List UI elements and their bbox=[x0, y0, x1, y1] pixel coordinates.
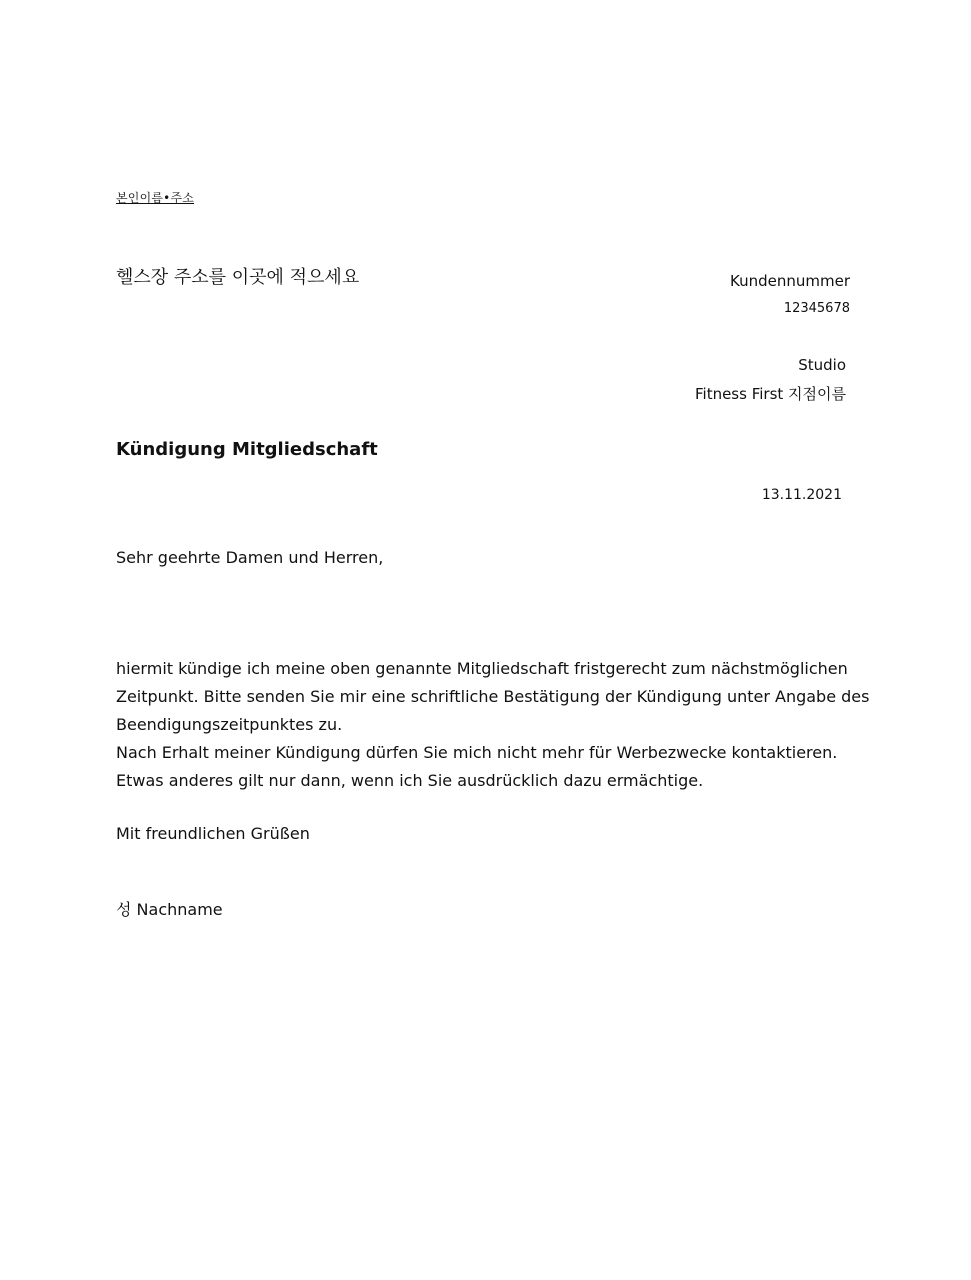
body-line: hiermit kündige ich meine oben genannte Mitgliedschaft fristgerecht zum nächstmöglichen bbox=[116, 659, 848, 678]
customer-number-label: Kundennummer bbox=[730, 272, 850, 290]
closing-phrase: Mit freundlichen Grüßen bbox=[116, 824, 310, 843]
body-line: Beendigungszeitpunktes zu. bbox=[116, 715, 343, 734]
recipient-address: 헬스장 주소를 이곳에 적으세요 bbox=[116, 267, 360, 288]
letter-body bbox=[116, 655, 870, 795]
studio-name: Fitness First 지점이름 bbox=[694, 385, 846, 403]
studio-label: Studio bbox=[798, 356, 846, 374]
customer-number-value: 12345678 bbox=[783, 301, 850, 316]
salutation: Sehr geehrte Damen und Herren, bbox=[116, 548, 384, 567]
letter-date: 13.11.2021 bbox=[761, 487, 842, 503]
signature-name: 성 Nachname bbox=[116, 900, 223, 919]
body-line: Nach Erhalt meiner Kündigung dürfen Sie mich nicht mehr für Werbezwecke kontaktieren. bbox=[116, 743, 838, 762]
body-line: Zeitpunkt. Bitte senden Sie mir eine schriftliche Bestätigung der Kündigung unter Angabe des bbox=[116, 687, 870, 706]
sender-name-address: 본인이름•주소 bbox=[116, 191, 195, 205]
body-line: Etwas anderes gilt nur dann, wenn ich Sie ausdrücklich dazu ermächtige. bbox=[116, 771, 704, 790]
letter-subject: Kündigung Mitgliedschaft bbox=[116, 439, 378, 460]
